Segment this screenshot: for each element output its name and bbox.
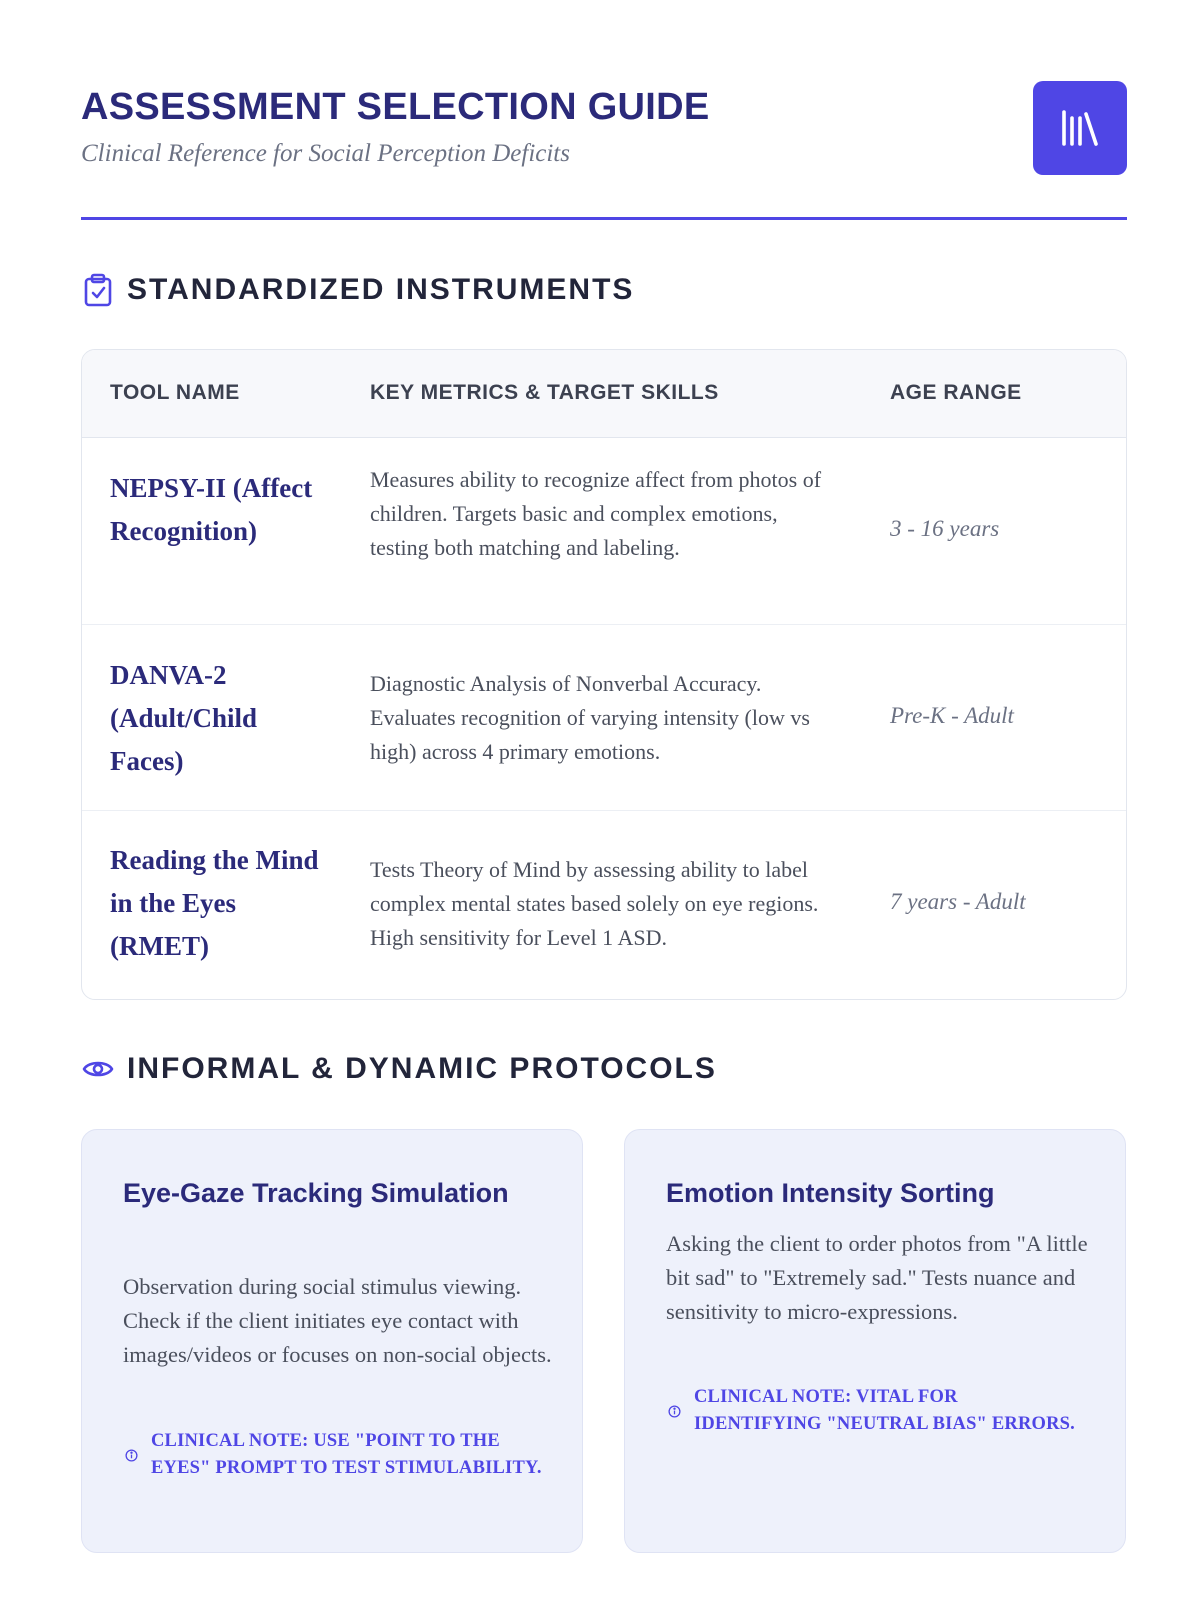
info-icon — [666, 1403, 682, 1419]
section-standardized-heading — [81, 273, 634, 307]
table-header-row — [82, 350, 1126, 438]
protocol-title: Eye-Gaze Tracking Simulation — [123, 1178, 509, 1208]
protocol-body: Asking the client to order photos from "A little bit sad" to "Extremely sad." Tests nuance and sensitivity to micro-expressions. — [666, 1231, 1088, 1324]
tool-name: Reading the Mind in the Eyes (RMET) — [110, 845, 319, 961]
protocol-title: Emotion Intensity Sorting — [666, 1178, 995, 1208]
page-header — [81, 80, 1127, 220]
clinical-note-text: CLINICAL NOTE: VITAL FOR IDENTIFYING "NEUTRAL BIAS" ERRORS. — [694, 1387, 1075, 1434]
header-divider — [81, 217, 1127, 220]
tool-description: Measures ability to recognize affect from photos of children. Targets basic and complex emotions, testing both matching and labeling. — [370, 467, 822, 560]
clinical-note — [123, 1428, 543, 1482]
tool-name: NEPSY-II (Affect Recognition) — [110, 473, 313, 546]
section-title: INFORMAL & DYNAMIC PROTOCOLS — [127, 1052, 717, 1085]
protocol-body: Observation during social stimulus viewing. Check if the client initiates eye contact with images/videos or focuses on non-social objects. — [123, 1274, 552, 1367]
column-header-age-range: AGE RANGE — [890, 381, 1022, 404]
page-subtitle: Clinical Reference for Social Perception Deficits — [81, 140, 570, 167]
protocol-card-emotion-sorting — [624, 1129, 1126, 1553]
table-row — [82, 438, 1126, 625]
clipboard-check-icon — [81, 273, 115, 307]
tool-description: Diagnostic Analysis of Nonverbal Accuracy. Evaluates recognition of varying intensity (low vs high) across 4 primary emotions. — [370, 671, 810, 764]
eye-icon — [81, 1052, 115, 1086]
table-row — [82, 625, 1126, 811]
tool-age-range: 3 - 16 years — [890, 516, 1000, 541]
tool-name: DANVA-2 (Adult/Child Faces) — [110, 660, 258, 776]
info-icon — [123, 1447, 139, 1463]
tool-age-range: Pre-K - Adult — [890, 703, 1014, 728]
instruments-table — [81, 349, 1127, 1000]
logo-badge — [1033, 81, 1127, 175]
column-header-key-metrics: KEY METRICS & TARGET SKILLS — [370, 381, 719, 404]
column-header-tool-name: TOOL NAME — [110, 381, 240, 404]
section-informal-heading — [81, 1052, 717, 1086]
tool-age-range: 7 years - Adult — [890, 889, 1026, 914]
tool-description: Tests Theory of Mind by assessing ability to label complex mental states based solely on eye regions. High sensitivity for Level 1 ASD. — [370, 857, 819, 950]
clinical-note-text: CLINICAL NOTE: USE "POINT TO THE EYES" PROMPT TO TEST STIMULABILITY. — [151, 1431, 542, 1478]
table-row — [82, 811, 1126, 1000]
page-title: ASSESSMENT SELECTION GUIDE — [81, 86, 710, 128]
section-title: STANDARDIZED INSTRUMENTS — [127, 273, 635, 306]
library-icon — [1058, 106, 1102, 150]
protocol-card-eye-gaze — [81, 1129, 583, 1553]
clinical-note — [666, 1384, 1086, 1438]
